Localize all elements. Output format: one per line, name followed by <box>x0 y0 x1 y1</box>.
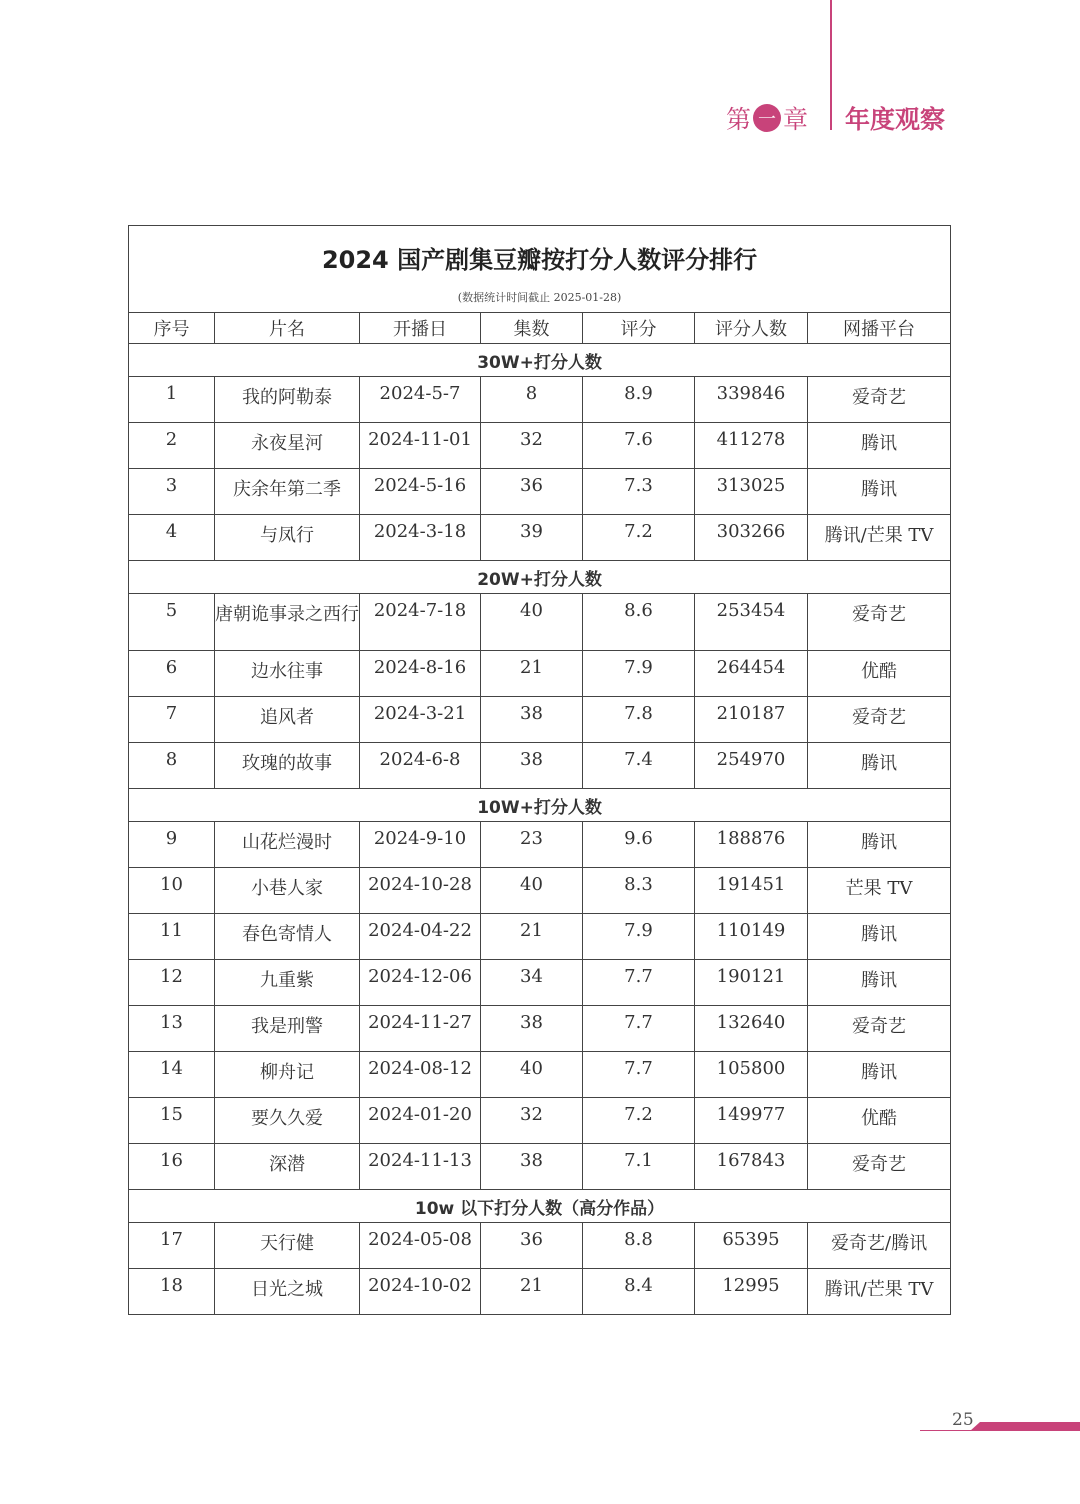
cell-eps: 38 <box>481 1006 583 1052</box>
cell-raters: 253454 <box>695 594 808 651</box>
cell-eps: 21 <box>481 1269 583 1315</box>
cell-eps: 36 <box>481 1223 583 1269</box>
cell-name: 天行健 <box>215 1223 360 1269</box>
table-row <box>129 1098 951 1144</box>
cell-no: 11 <box>129 914 215 960</box>
cell-date: 2024-8-16 <box>360 651 481 697</box>
cell-no: 5 <box>129 594 215 651</box>
table-row <box>129 1144 951 1190</box>
cell-raters: 105800 <box>695 1052 808 1098</box>
cell-platform: 腾讯 <box>808 1052 951 1098</box>
column-header: 片名 <box>215 313 360 344</box>
cell-platform: 腾讯 <box>808 423 951 469</box>
group-label: 30W+打分人数 <box>129 344 951 377</box>
table-row <box>129 423 951 469</box>
cell-platform: 腾讯/芒果 TV <box>808 1269 951 1315</box>
cell-raters: 210187 <box>695 697 808 743</box>
cell-name: 与凤行 <box>215 515 360 561</box>
cell-raters: 313025 <box>695 469 808 515</box>
cell-date: 2024-10-02 <box>360 1269 481 1315</box>
cell-platform: 爱奇艺/腾讯 <box>808 1223 951 1269</box>
table-row <box>129 1223 951 1269</box>
table-row <box>129 868 951 914</box>
cell-raters: 254970 <box>695 743 808 789</box>
cell-score: 7.7 <box>583 960 695 1006</box>
table-row <box>129 469 951 515</box>
cell-raters: 191451 <box>695 868 808 914</box>
cell-score: 7.6 <box>583 423 695 469</box>
cell-eps: 21 <box>481 914 583 960</box>
group-header-row <box>129 561 951 594</box>
cell-no: 1 <box>129 377 215 423</box>
cell-eps: 21 <box>481 651 583 697</box>
cell-date: 2024-6-8 <box>360 743 481 789</box>
cell-date: 2024-11-13 <box>360 1144 481 1190</box>
table-row <box>129 1269 951 1315</box>
cell-platform: 爱奇艺 <box>808 1144 951 1190</box>
cell-name: 永夜星河 <box>215 423 360 469</box>
cell-raters: 190121 <box>695 960 808 1006</box>
cell-eps: 32 <box>481 423 583 469</box>
group-label: 10W+打分人数 <box>129 789 951 822</box>
table-header-row <box>129 313 951 344</box>
cell-name: 深潜 <box>215 1144 360 1190</box>
cell-score: 7.8 <box>583 697 695 743</box>
header-divider-line <box>830 0 832 130</box>
cell-raters: 264454 <box>695 651 808 697</box>
table-row <box>129 914 951 960</box>
ranking-table <box>128 225 951 1315</box>
column-header: 开播日 <box>360 313 481 344</box>
cell-raters: 303266 <box>695 515 808 561</box>
cell-no: 12 <box>129 960 215 1006</box>
chapter-label <box>726 100 808 136</box>
cell-raters: 132640 <box>695 1006 808 1052</box>
cell-date: 2024-04-22 <box>360 914 481 960</box>
cell-platform: 芒果 TV <box>808 868 951 914</box>
cell-no: 9 <box>129 822 215 868</box>
ranking-table-container <box>128 225 950 1315</box>
cell-name: 春色寄情人 <box>215 914 360 960</box>
cell-platform: 腾讯 <box>808 469 951 515</box>
cell-eps: 40 <box>481 594 583 651</box>
cell-score: 8.9 <box>583 377 695 423</box>
cell-no: 7 <box>129 697 215 743</box>
table-row <box>129 1052 951 1098</box>
cell-platform: 腾讯/芒果 TV <box>808 515 951 561</box>
cell-eps: 38 <box>481 1144 583 1190</box>
cell-raters: 149977 <box>695 1098 808 1144</box>
cell-eps: 8 <box>481 377 583 423</box>
cell-score: 7.2 <box>583 515 695 561</box>
cell-date: 2024-7-18 <box>360 594 481 651</box>
cell-platform: 腾讯 <box>808 960 951 1006</box>
table-row <box>129 594 951 651</box>
cell-eps: 23 <box>481 822 583 868</box>
cell-eps: 39 <box>481 515 583 561</box>
cell-score: 7.4 <box>583 743 695 789</box>
cell-platform: 腾讯 <box>808 822 951 868</box>
cell-name: 边水往事 <box>215 651 360 697</box>
cell-name: 唐朝诡事录之西行 <box>215 594 360 651</box>
cell-platform: 优酷 <box>808 651 951 697</box>
cell-date: 2024-01-20 <box>360 1098 481 1144</box>
cell-raters: 167843 <box>695 1144 808 1190</box>
group-label: 20W+打分人数 <box>129 561 951 594</box>
cell-date: 2024-11-01 <box>360 423 481 469</box>
cell-raters: 110149 <box>695 914 808 960</box>
cell-platform: 优酷 <box>808 1098 951 1144</box>
table-row <box>129 515 951 561</box>
cell-date: 2024-05-08 <box>360 1223 481 1269</box>
column-header: 评分 <box>583 313 695 344</box>
cell-date: 2024-3-21 <box>360 697 481 743</box>
cell-score: 8.3 <box>583 868 695 914</box>
page-number-bar <box>980 1422 1080 1431</box>
cell-eps: 36 <box>481 469 583 515</box>
cell-score: 7.3 <box>583 469 695 515</box>
table-subtitle: (数据统计时间截止 2025-01-28) <box>457 291 622 304</box>
cell-no: 18 <box>129 1269 215 1315</box>
cell-name: 日光之城 <box>215 1269 360 1315</box>
cell-eps: 34 <box>481 960 583 1006</box>
table-row <box>129 377 951 423</box>
cell-score: 8.6 <box>583 594 695 651</box>
chapter-number-badge: 一 <box>753 104 781 132</box>
table-row <box>129 960 951 1006</box>
cell-platform: 腾讯 <box>808 743 951 789</box>
cell-date: 2024-11-27 <box>360 1006 481 1052</box>
cell-raters: 188876 <box>695 822 808 868</box>
cell-name: 庆余年第二季 <box>215 469 360 515</box>
cell-no: 6 <box>129 651 215 697</box>
group-header-row <box>129 789 951 822</box>
cell-score: 8.4 <box>583 1269 695 1315</box>
cell-date: 2024-08-12 <box>360 1052 481 1098</box>
table-body <box>129 344 951 1315</box>
cell-no: 15 <box>129 1098 215 1144</box>
cell-score: 7.2 <box>583 1098 695 1144</box>
cell-raters: 65395 <box>695 1223 808 1269</box>
chapter-prefix: 第 <box>726 105 752 134</box>
cell-platform: 爱奇艺 <box>808 377 951 423</box>
table-title: 2024 国产剧集豆瓣按打分人数评分排行 <box>321 246 758 274</box>
cell-raters: 12995 <box>695 1269 808 1315</box>
cell-no: 17 <box>129 1223 215 1269</box>
table-row <box>129 743 951 789</box>
cell-raters: 411278 <box>695 423 808 469</box>
cell-score: 8.8 <box>583 1223 695 1269</box>
cell-date: 2024-10-28 <box>360 868 481 914</box>
cell-no: 13 <box>129 1006 215 1052</box>
column-header: 评分人数 <box>695 313 808 344</box>
cell-platform: 爱奇艺 <box>808 1006 951 1052</box>
cell-name: 追风者 <box>215 697 360 743</box>
cell-eps: 38 <box>481 743 583 789</box>
cell-platform: 爱奇艺 <box>808 594 951 651</box>
cell-score: 7.9 <box>583 651 695 697</box>
cell-no: 3 <box>129 469 215 515</box>
group-label: 10w 以下打分人数（高分作品） <box>129 1190 951 1223</box>
cell-eps: 38 <box>481 697 583 743</box>
table-row <box>129 822 951 868</box>
cell-score: 7.7 <box>583 1052 695 1098</box>
cell-platform: 腾讯 <box>808 914 951 960</box>
cell-eps: 40 <box>481 1052 583 1098</box>
column-header: 网播平台 <box>808 313 951 344</box>
page-number: 25 <box>952 1410 974 1430</box>
cell-date: 2024-3-18 <box>360 515 481 561</box>
cell-no: 8 <box>129 743 215 789</box>
column-header: 集数 <box>481 313 583 344</box>
table-title-cell <box>129 226 951 313</box>
chapter-suffix: 章 <box>783 105 809 134</box>
cell-date: 2024-5-16 <box>360 469 481 515</box>
table-row <box>129 697 951 743</box>
cell-raters: 339846 <box>695 377 808 423</box>
cell-no: 10 <box>129 868 215 914</box>
cell-platform: 爱奇艺 <box>808 697 951 743</box>
cell-date: 2024-5-7 <box>360 377 481 423</box>
cell-name: 小巷人家 <box>215 868 360 914</box>
cell-no: 2 <box>129 423 215 469</box>
cell-score: 9.6 <box>583 822 695 868</box>
cell-date: 2024-9-10 <box>360 822 481 868</box>
cell-eps: 32 <box>481 1098 583 1144</box>
cell-name: 要久久爱 <box>215 1098 360 1144</box>
cell-date: 2024-12-06 <box>360 960 481 1006</box>
cell-no: 16 <box>129 1144 215 1190</box>
table-row <box>129 651 951 697</box>
cell-name: 玫瑰的故事 <box>215 743 360 789</box>
cell-no: 14 <box>129 1052 215 1098</box>
table-row <box>129 1006 951 1052</box>
cell-name: 柳舟记 <box>215 1052 360 1098</box>
group-header-row <box>129 1190 951 1223</box>
cell-name: 我的阿勒泰 <box>215 377 360 423</box>
cell-score: 7.9 <box>583 914 695 960</box>
cell-score: 7.1 <box>583 1144 695 1190</box>
cell-name: 九重紫 <box>215 960 360 1006</box>
cell-no: 4 <box>129 515 215 561</box>
cell-name: 山花烂漫时 <box>215 822 360 868</box>
cell-name: 我是刑警 <box>215 1006 360 1052</box>
cell-eps: 40 <box>481 868 583 914</box>
section-title: 年度观察 <box>845 105 946 134</box>
cell-score: 7.7 <box>583 1006 695 1052</box>
column-header: 序号 <box>129 313 215 344</box>
group-header-row <box>129 344 951 377</box>
